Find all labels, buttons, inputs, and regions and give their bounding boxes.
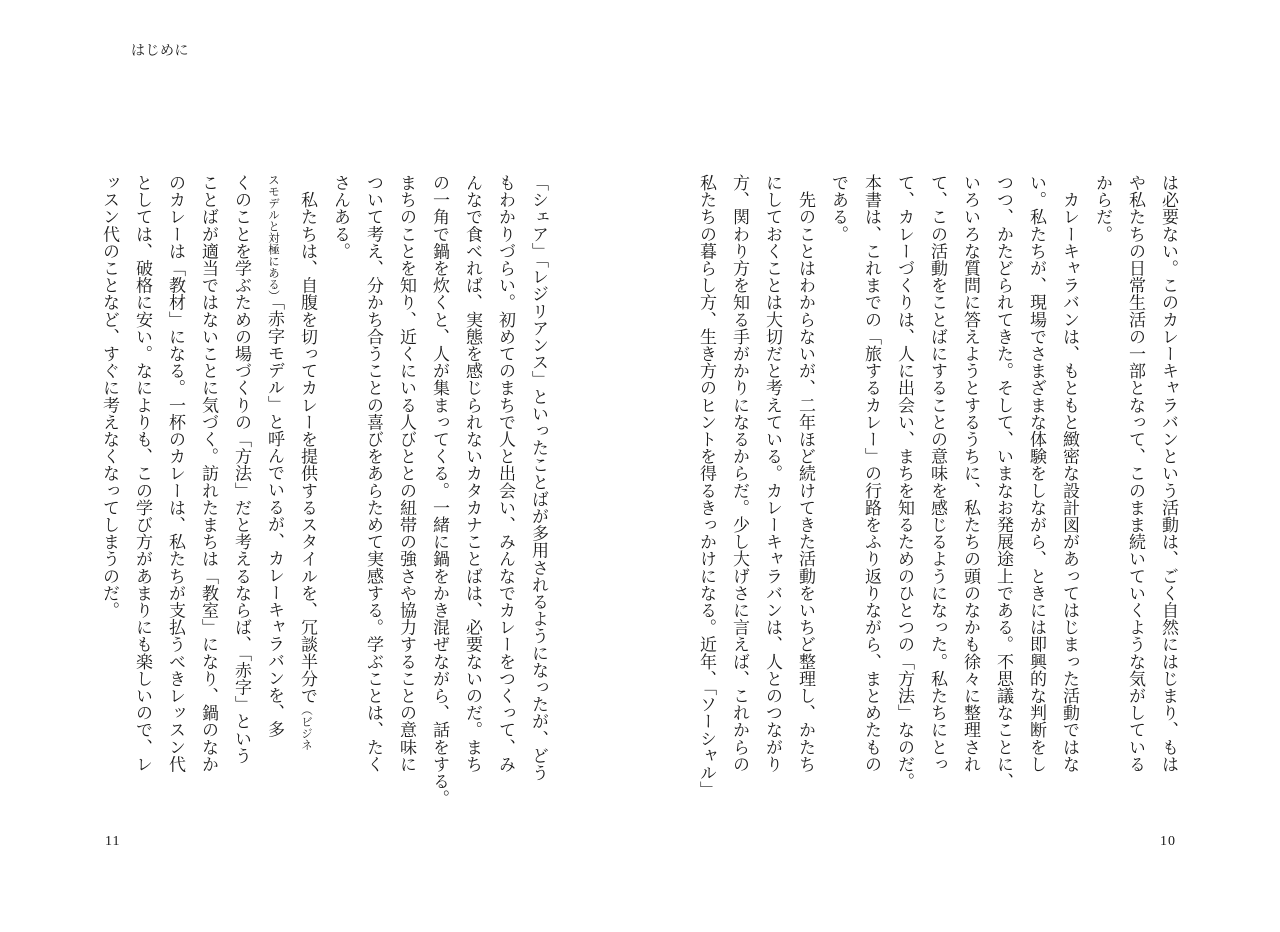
text-line-main: 私たちは、自腹を切ってカレーを提供するスタイルを、冗談半分で — [297, 174, 317, 705]
text-line-with-note — [290, 174, 323, 786]
text-line: にしておくことは大切だと考えている。カレーキャラバンは、人とのつながり — [762, 174, 782, 773]
running-header-chapter-title: はじめに — [131, 43, 189, 59]
text-line: ことばが適当ではないことに気づく。訪れたまちは「教室」になり、鍋のなか — [198, 174, 218, 773]
text-line: 方、関わり方を知る手がかりになるからだ。少し大げさに言えば、これからの — [729, 174, 749, 773]
text-line-main: 「赤字モデル」と呼んでいるが、カレーキャラバンを、多 — [264, 301, 284, 738]
text-line: さんある。 — [330, 174, 350, 260]
text-line: の一角で鍋を炊くと、人が集まってくる。一緒に鍋をかき混ぜながら、話をする。 — [429, 174, 449, 807]
text-line: である。 — [828, 174, 848, 243]
text-line: まちのことを知り、近くにいる人びととの紐帯の強さや協力することの意味に — [396, 174, 416, 773]
text-line: て、この活動をことばにすることの意味を感じるようになった。私たちにとっ — [927, 174, 947, 773]
text-line: て、カレーづくりは、人に出会い、まちを知るためのひとつの「方法」なのだ。 — [894, 174, 914, 790]
text-line: 「シェア」「レジリアンス」といったことばが多用されるようになったが、どう — [528, 174, 548, 782]
text-line: 私たちの暮らし方、生き方のヒントを得るきっかけになる。近年、「ソーシャル」 — [696, 174, 716, 799]
text-line: ッスン代のことなど、すぐに考えなくなってしまうのだ。 — [99, 174, 119, 619]
text-line: くのことを学ぶための場づくりの「方法」だと考えるならば、「赤字」という — [231, 174, 251, 764]
text-line: は必要ない。このカレーキャラバンという活動は、ごく自然にはじまり、もは — [1158, 174, 1178, 773]
text-line: んなで食べれば、実態を感じられないカタカナことばは、必要ないのだ。まち — [462, 174, 482, 773]
inline-small-note: （ビジネ — [300, 704, 314, 751]
text-line: や私たちの日常生活の一部となって、このまま続いていくような気がしている — [1125, 174, 1145, 773]
text-line: としては、破格に安い。なによりも、この学び方があまりにも楽しいので、レ — [132, 174, 152, 773]
text-line: のカレーは「教材」になる。一杯のカレーは、私たちが支払うべきレッスン代 — [165, 174, 185, 773]
page-number-right: 10 — [1160, 834, 1176, 849]
text-line: 本書は、これまでの「旅するカレー」の行路をふり返りながら、まとめたもの — [861, 174, 881, 773]
text-line: ついて考え、分かち合うことの喜びをあらためて実感する。学ぶことは、たく — [363, 174, 383, 773]
text-line: い。私たちが、現場でさまざまな体験をしながら、ときには即興的な判断をし — [1026, 174, 1046, 773]
text-line: 先のことはわからないが、二年ほど続けてきた活動をいちど整理し、かたち — [795, 174, 815, 773]
text-line: カレーキャラバンは、もともと緻密な設計図があってはじまった活動ではな — [1059, 174, 1079, 773]
inline-small-note: スモデルと対極にある） — [267, 174, 281, 302]
page-number-left: 11 — [105, 834, 121, 849]
text-line-with-note — [257, 174, 290, 786]
right-page-body-text — [696, 174, 1184, 799]
text-line: つつ、かたどられてきた。そして、いまなお発展途上である。不思議なことに、 — [993, 174, 1013, 790]
left-page-body-text — [99, 174, 554, 807]
text-line: からだ。 — [1092, 174, 1112, 243]
text-line: もわかりづらい。初めてのまちで人と出会い、みんなでカレーをつくって、み — [495, 174, 515, 773]
text-line: いろいろな質問に答えようとするうちに、私たちの頭のなかも徐々に整理され — [960, 174, 980, 773]
